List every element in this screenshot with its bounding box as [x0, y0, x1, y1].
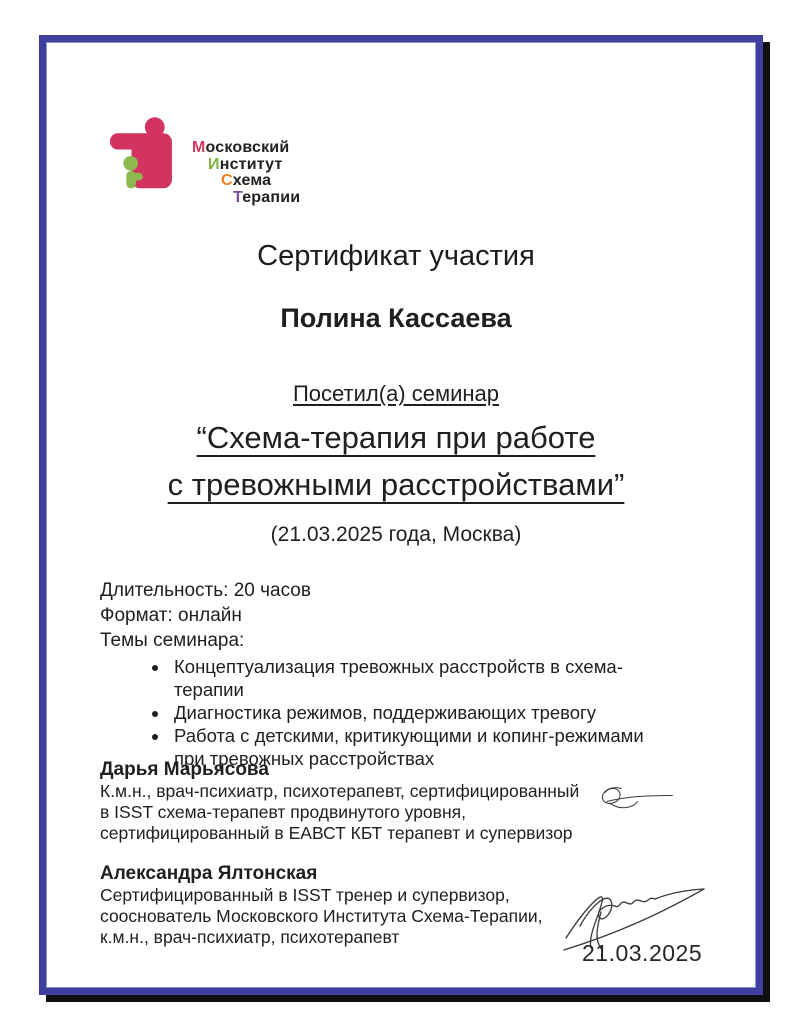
signer-block-marjasova: [100, 758, 579, 844]
logo-line: [221, 173, 300, 190]
topics-list: [152, 655, 652, 770]
logo-initial: И: [208, 155, 220, 173]
logo-line: [208, 157, 300, 174]
logo-line: [192, 140, 300, 157]
issue-date: 21.03.2025: [582, 940, 703, 966]
topic-item: • Диагностика режимов, поддерживающих тревогу: [170, 701, 652, 724]
logo-initial: С: [221, 172, 233, 189]
logo-initial: Т: [233, 188, 243, 206]
seminar-title-line-2: с тревожными расстройствами”: [167, 467, 625, 502]
signer-credential-line: сертифицированный в ЕАВСТ КБТ терапевт и супервизор: [100, 823, 573, 843]
signer-credential-line: сооснователь Московского Института Схема-Терапии,: [100, 906, 543, 926]
duration-line: Длительность: 20 часов: [100, 580, 311, 601]
signer-credential-line: К.м.н., врач-психиатр, психотерапевт, сертифицированный: [100, 781, 580, 801]
format-line: Формат: онлайн: [100, 605, 242, 626]
signature-marjasova-icon: [592, 776, 677, 818]
signer-credential-line: Сертифицированный в ISST тренер и супервизор,: [100, 885, 510, 905]
signer-credential-line: к.м.н., врач-психиатр, психотерапевт: [100, 927, 400, 947]
logo-line: [233, 190, 300, 207]
parent-child-figure-icon: [110, 116, 184, 202]
logo-word: хема: [232, 172, 272, 189]
signer-credential-line: в ISST схема-терапевт продвинутого уровня,: [100, 802, 466, 822]
certificate-title: Сертификат участия: [257, 240, 535, 272]
topic-item: • Концептуализация тревожных расстройств в схема-терапии: [170, 655, 652, 701]
signer-name: Александра Ялтонская: [100, 863, 318, 884]
seminar-date-location: (21.03.2025 года, Москва): [270, 523, 522, 546]
signer-block-yaltonskaya: [100, 862, 543, 948]
signer-name: Дарья Марьясова: [100, 759, 269, 780]
seminar-title-line-1: “Схема-терапия при работе: [196, 420, 596, 455]
attended-label: Посетил(а) семинар: [292, 381, 500, 406]
seminar-details: [100, 578, 311, 653]
topic-item: • Работа с детскими, критикующими и копинг-режимами при тревожных расстройствах: [170, 724, 652, 770]
seminar-title: [0, 414, 792, 508]
logo-word: ерапии: [242, 188, 301, 206]
logo-initial: М: [192, 139, 206, 156]
logo-word: нститут: [219, 155, 283, 173]
topics-label: Темы семинара:: [100, 630, 245, 651]
recipient-name: Полина Кассаева: [280, 303, 512, 333]
institute-logo: [110, 116, 300, 206]
logo-word: осковский: [205, 139, 290, 156]
institute-logo-text: [192, 140, 300, 206]
